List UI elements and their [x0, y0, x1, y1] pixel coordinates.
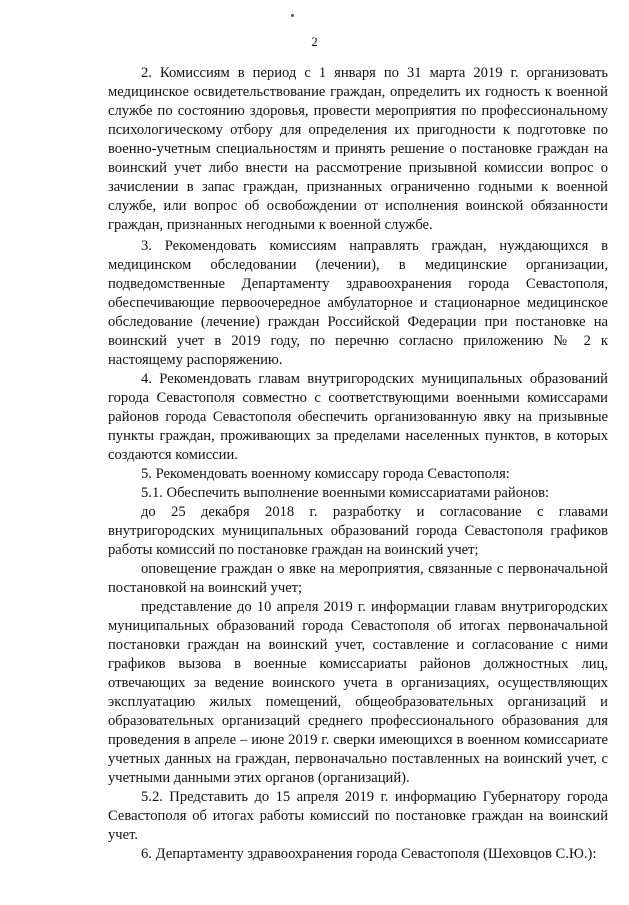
document-body — [108, 64, 608, 864]
paragraph-4: 4. Рекомендовать главам внутригородских муниципальных образований города Севастополя совместно с соответствующими военными комиссарами районов города Севастополя обеспечить организованную явку на призывные пункты граждан, проживающих за пределами населенных пунктов, в которых создаются комиссии. — [108, 371, 608, 463]
paragraph-5: 5. Рекомендовать военному комиссару города Севастополя: — [141, 466, 510, 482]
paragraph-2: 2. Комиссиям в период с 1 января по 31 марта 2019 г. организовать медицинское освидетельствование граждан, определить их годность к военной службе по состоянию здоровья, провести мероприятия по профессиональному психологическому отбору для определения их пригодности к подготовке по военно-учетным специальностям и принять решение о постановке граждан на воинский учет либо внести на рассмотрение призывной комиссии вопрос о зачислении в запас граждан, признанных ограниченно годными к военной службе, или вопрос об освобождении от исполнения воинской обязанности граждан, признанных негодными к военной службе. — [108, 65, 608, 233]
paragraph-5-1-item-3: представление до 10 апреля 2019 г. информации главам внутригородских муниципальных образований города Севастополя об итогах первоначальной постановки граждан на воинский учет, составление и согласование с ними графиков вызова в военные комиссариаты районов должностных лиц, отвечающих за ведение воинского учета в организациях, осуществляющих эксплуатацию жилых помещений, общеобразовательных организаций и образовательных организаций среднего профессионального образования для проведения в апреле – июне 2019 г. сверки имеющихся в военном комиссариате учетных данных на граждан, первоначально поставленных на воинский учет, с учетными данными этих органов (организаций). — [108, 599, 608, 786]
paragraph-5-2: 5.2. Представить до 15 апреля 2019 г. информацию Губернатору города Севастополя об итогах работы комиссий по постановке граждан на воинский учет. — [108, 789, 608, 843]
paragraph-6: 6. Департаменту здравоохранения города Севастополя (Шеховцов С.Ю.): — [141, 846, 597, 862]
paragraph-5-1: 5.1. Обеспечить выполнение военными комиссариатами районов: — [141, 485, 550, 501]
paragraph-3: 3. Рекомендовать комиссиям направлять граждан, нуждающихся в медицинском обследовании (лечении), в медицинские организации, подведомственные Департаменту здравоохранения города Севастополя, обеспечивающие первоочередное амбулаторное и стационарное медицинское обследование (лечение) граждан Российской Федерации при постановке на воинский учет в 2019 году, по перечню согласно приложению № 2 к настоящему распоряжению. — [108, 238, 608, 368]
scan-speck — [291, 14, 294, 17]
page-number: 2 — [311, 34, 318, 49]
paragraph-5-1-item-2: оповещение граждан о явке на мероприятия, связанные с первоначальной постановкой на воинский учет; — [108, 561, 608, 596]
paragraph-5-1-item-1: до 25 декабря 2018 г. разработку и согласование с главами внутригородских муниципальных образований города Севастополя графиков работы комиссий по постановке граждан на воинский учет; — [108, 504, 608, 558]
